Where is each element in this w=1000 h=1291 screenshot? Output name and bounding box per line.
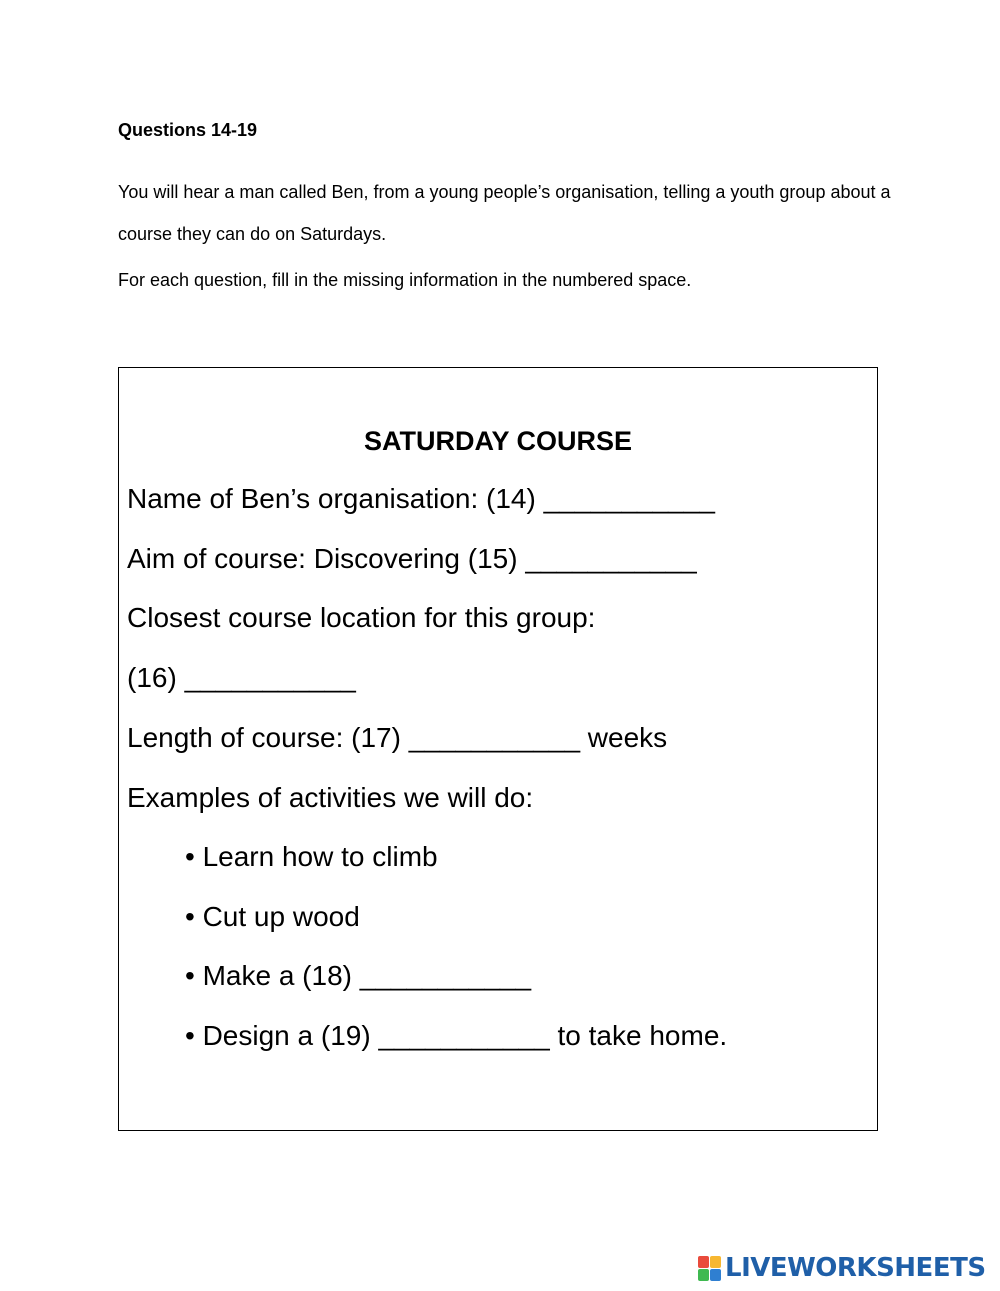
- location-answer-line: (16) ___________: [127, 662, 356, 693]
- activity-item: • Cut up wood: [185, 901, 360, 932]
- course-form-box: [118, 367, 878, 1131]
- logo-text: LIVEWORKSHEETS: [725, 1253, 986, 1283]
- questions-heading: Questions 14-19: [118, 120, 258, 140]
- organisation-name-line: Name of Ben’s organisation: (14) ___________: [127, 483, 715, 514]
- course-aim-line: Aim of course: Discovering (15) ___________: [127, 543, 697, 574]
- instruction-text: For each question, fill in the missing information in the numbered space.: [118, 270, 692, 290]
- activity-item: • Design a (19) ___________ to take home.: [185, 1020, 728, 1051]
- liveworksheets-logo: [698, 1253, 986, 1283]
- location-label-line: Closest course location for this group:: [127, 602, 596, 633]
- activity-item: • Make a (18) ___________: [185, 960, 532, 991]
- activity-item: • Learn how to climb: [185, 841, 438, 872]
- form-title: SATURDAY COURSE: [363, 426, 633, 456]
- logo-blocks-icon: [698, 1256, 721, 1281]
- activities-label-line: Examples of activities we will do:: [127, 782, 534, 813]
- intro-paragraph: You will hear a man called Ben, from a young people’s organisation, telling a youth group about a course they can do on Saturdays.: [118, 182, 891, 244]
- course-length-line: Length of course: (17) ___________ weeks: [127, 722, 668, 753]
